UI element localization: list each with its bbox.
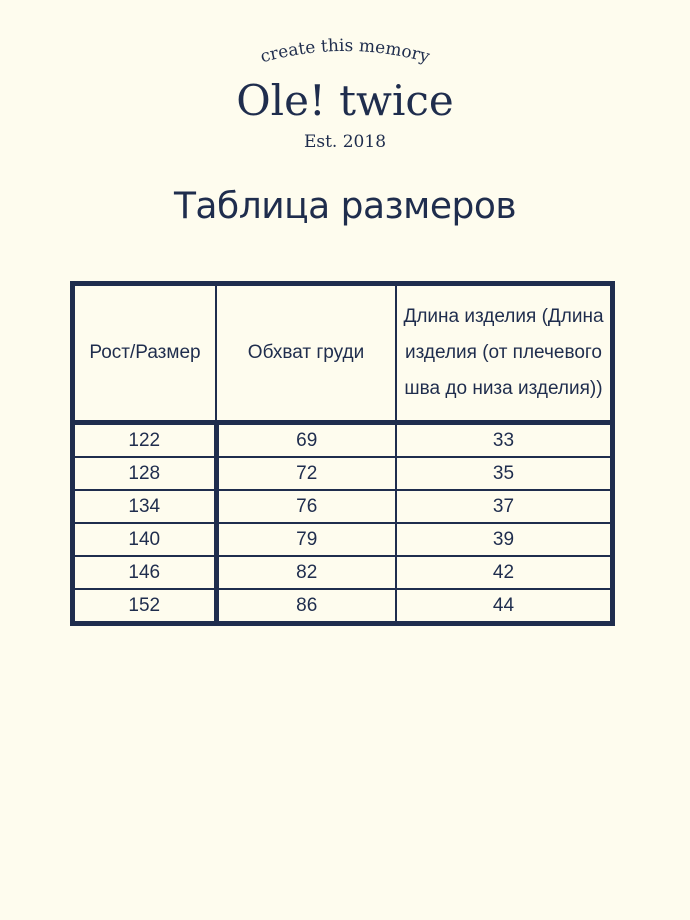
cell-height-size: 146 — [73, 556, 217, 589]
cell-length: 39 — [396, 523, 613, 556]
cell-height-size: 134 — [73, 490, 217, 523]
cell-length: 44 — [396, 589, 613, 624]
logo-established: Est. 2018 — [303, 132, 387, 152]
logo-brand: Ole! twice — [236, 76, 454, 125]
cell-length: 35 — [396, 457, 613, 490]
cell-length: 33 — [396, 423, 613, 458]
header-length: Длина изделия (Длина изделия (от плечевого шва до низа изделия)) — [396, 284, 613, 423]
table-row — [73, 523, 613, 556]
cell-height-size: 122 — [73, 423, 217, 458]
table-row — [73, 423, 613, 458]
cell-height-size: 128 — [73, 457, 217, 490]
header-chest: Обхват груди — [216, 284, 396, 423]
cell-chest: 69 — [216, 423, 396, 458]
cell-height-size: 140 — [73, 523, 217, 556]
cell-chest: 86 — [216, 589, 396, 624]
header-height-size: Рост/Размер — [73, 284, 217, 423]
cell-chest: 82 — [216, 556, 396, 589]
cell-length: 42 — [396, 556, 613, 589]
table-row — [73, 556, 613, 589]
logo-tagline: create this memory — [258, 35, 432, 68]
table-row — [73, 589, 613, 624]
cell-chest: 72 — [216, 457, 396, 490]
cell-length: 37 — [396, 490, 613, 523]
table-row — [73, 490, 613, 523]
cell-height-size: 152 — [73, 589, 217, 624]
page-title: Таблица размеров — [173, 185, 517, 228]
table-row — [73, 457, 613, 490]
table-header-row — [73, 284, 613, 423]
cell-chest: 76 — [216, 490, 396, 523]
cell-chest: 79 — [216, 523, 396, 556]
size-table — [70, 281, 615, 626]
brand-logo — [0, 0, 690, 170]
